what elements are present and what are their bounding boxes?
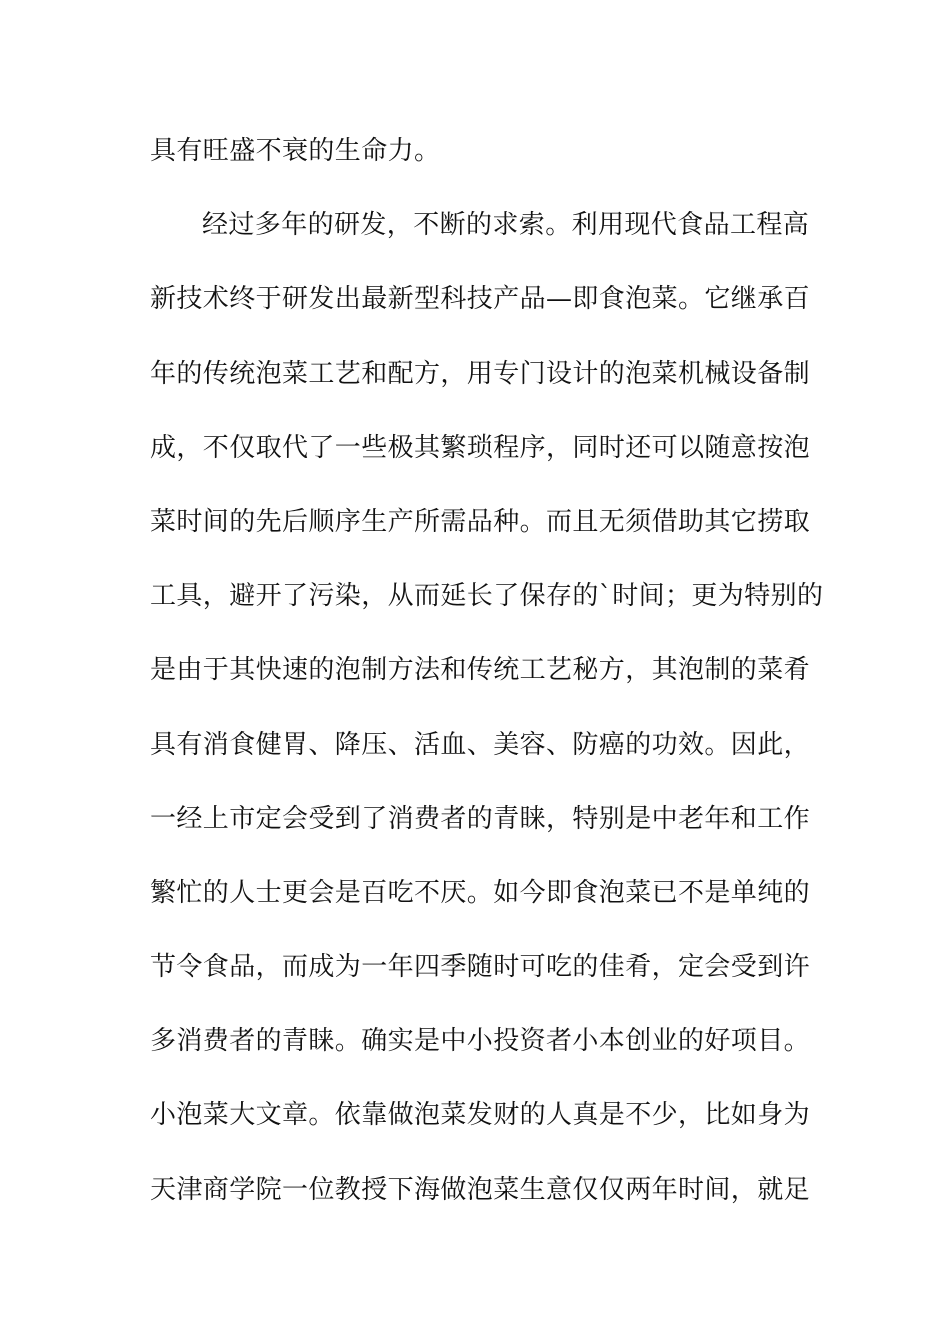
text-line: 菜时间的先后顺序生产所需品种。而且无须借助其它捞取 — [150, 506, 811, 537]
text-line: 节令食品，而成为一年四季随时可吃的佳肴，定会受到许 — [150, 952, 811, 983]
text-line: 小泡菜大文章。依靠做泡菜发财的人真是不少，比如身为 — [150, 1100, 811, 1131]
text-line: 繁忙的人士更会是百吃不厌。如今即食泡菜已不是单纯的 — [150, 877, 811, 908]
text-line: 新技术终于研发出最新型科技产品—即食泡菜。它继承百 — [150, 284, 811, 315]
text-line: 多消费者的青睐。确实是中小投资者小本创业的好项目。 — [150, 1026, 811, 1057]
body-text — [150, 126, 824, 1239]
text-line: 是由于其快速的泡制方法和传统工艺秘方，其泡制的菜肴 — [150, 655, 811, 686]
text-line: 成，不仅取代了一些极其繁琐程序，同时还可以随意按泡 — [150, 432, 811, 463]
text-line: 具有旺盛不衰的生命力。 — [150, 136, 441, 166]
text-line: 具有消食健胃、降压、活血、美容、防癌的功效。因此， — [150, 729, 811, 760]
text-line: 天津商学院一位教授下海做泡菜生意仅仅两年时间，就足 — [150, 1174, 811, 1205]
text-line: 年的传统泡菜工艺和配方，用专门设计的泡菜机械设备制 — [150, 358, 811, 389]
paragraph-start-line: 经过多年的研发，不断的求索。利用现代食品工程高 — [202, 210, 810, 241]
text-line: 工具，避开了污染，从而延长了保存的`时间；更为特别的 — [150, 581, 824, 612]
text-line: 一经上市定会受到了消费者的青睐，特别是中老年和工作 — [150, 803, 811, 834]
